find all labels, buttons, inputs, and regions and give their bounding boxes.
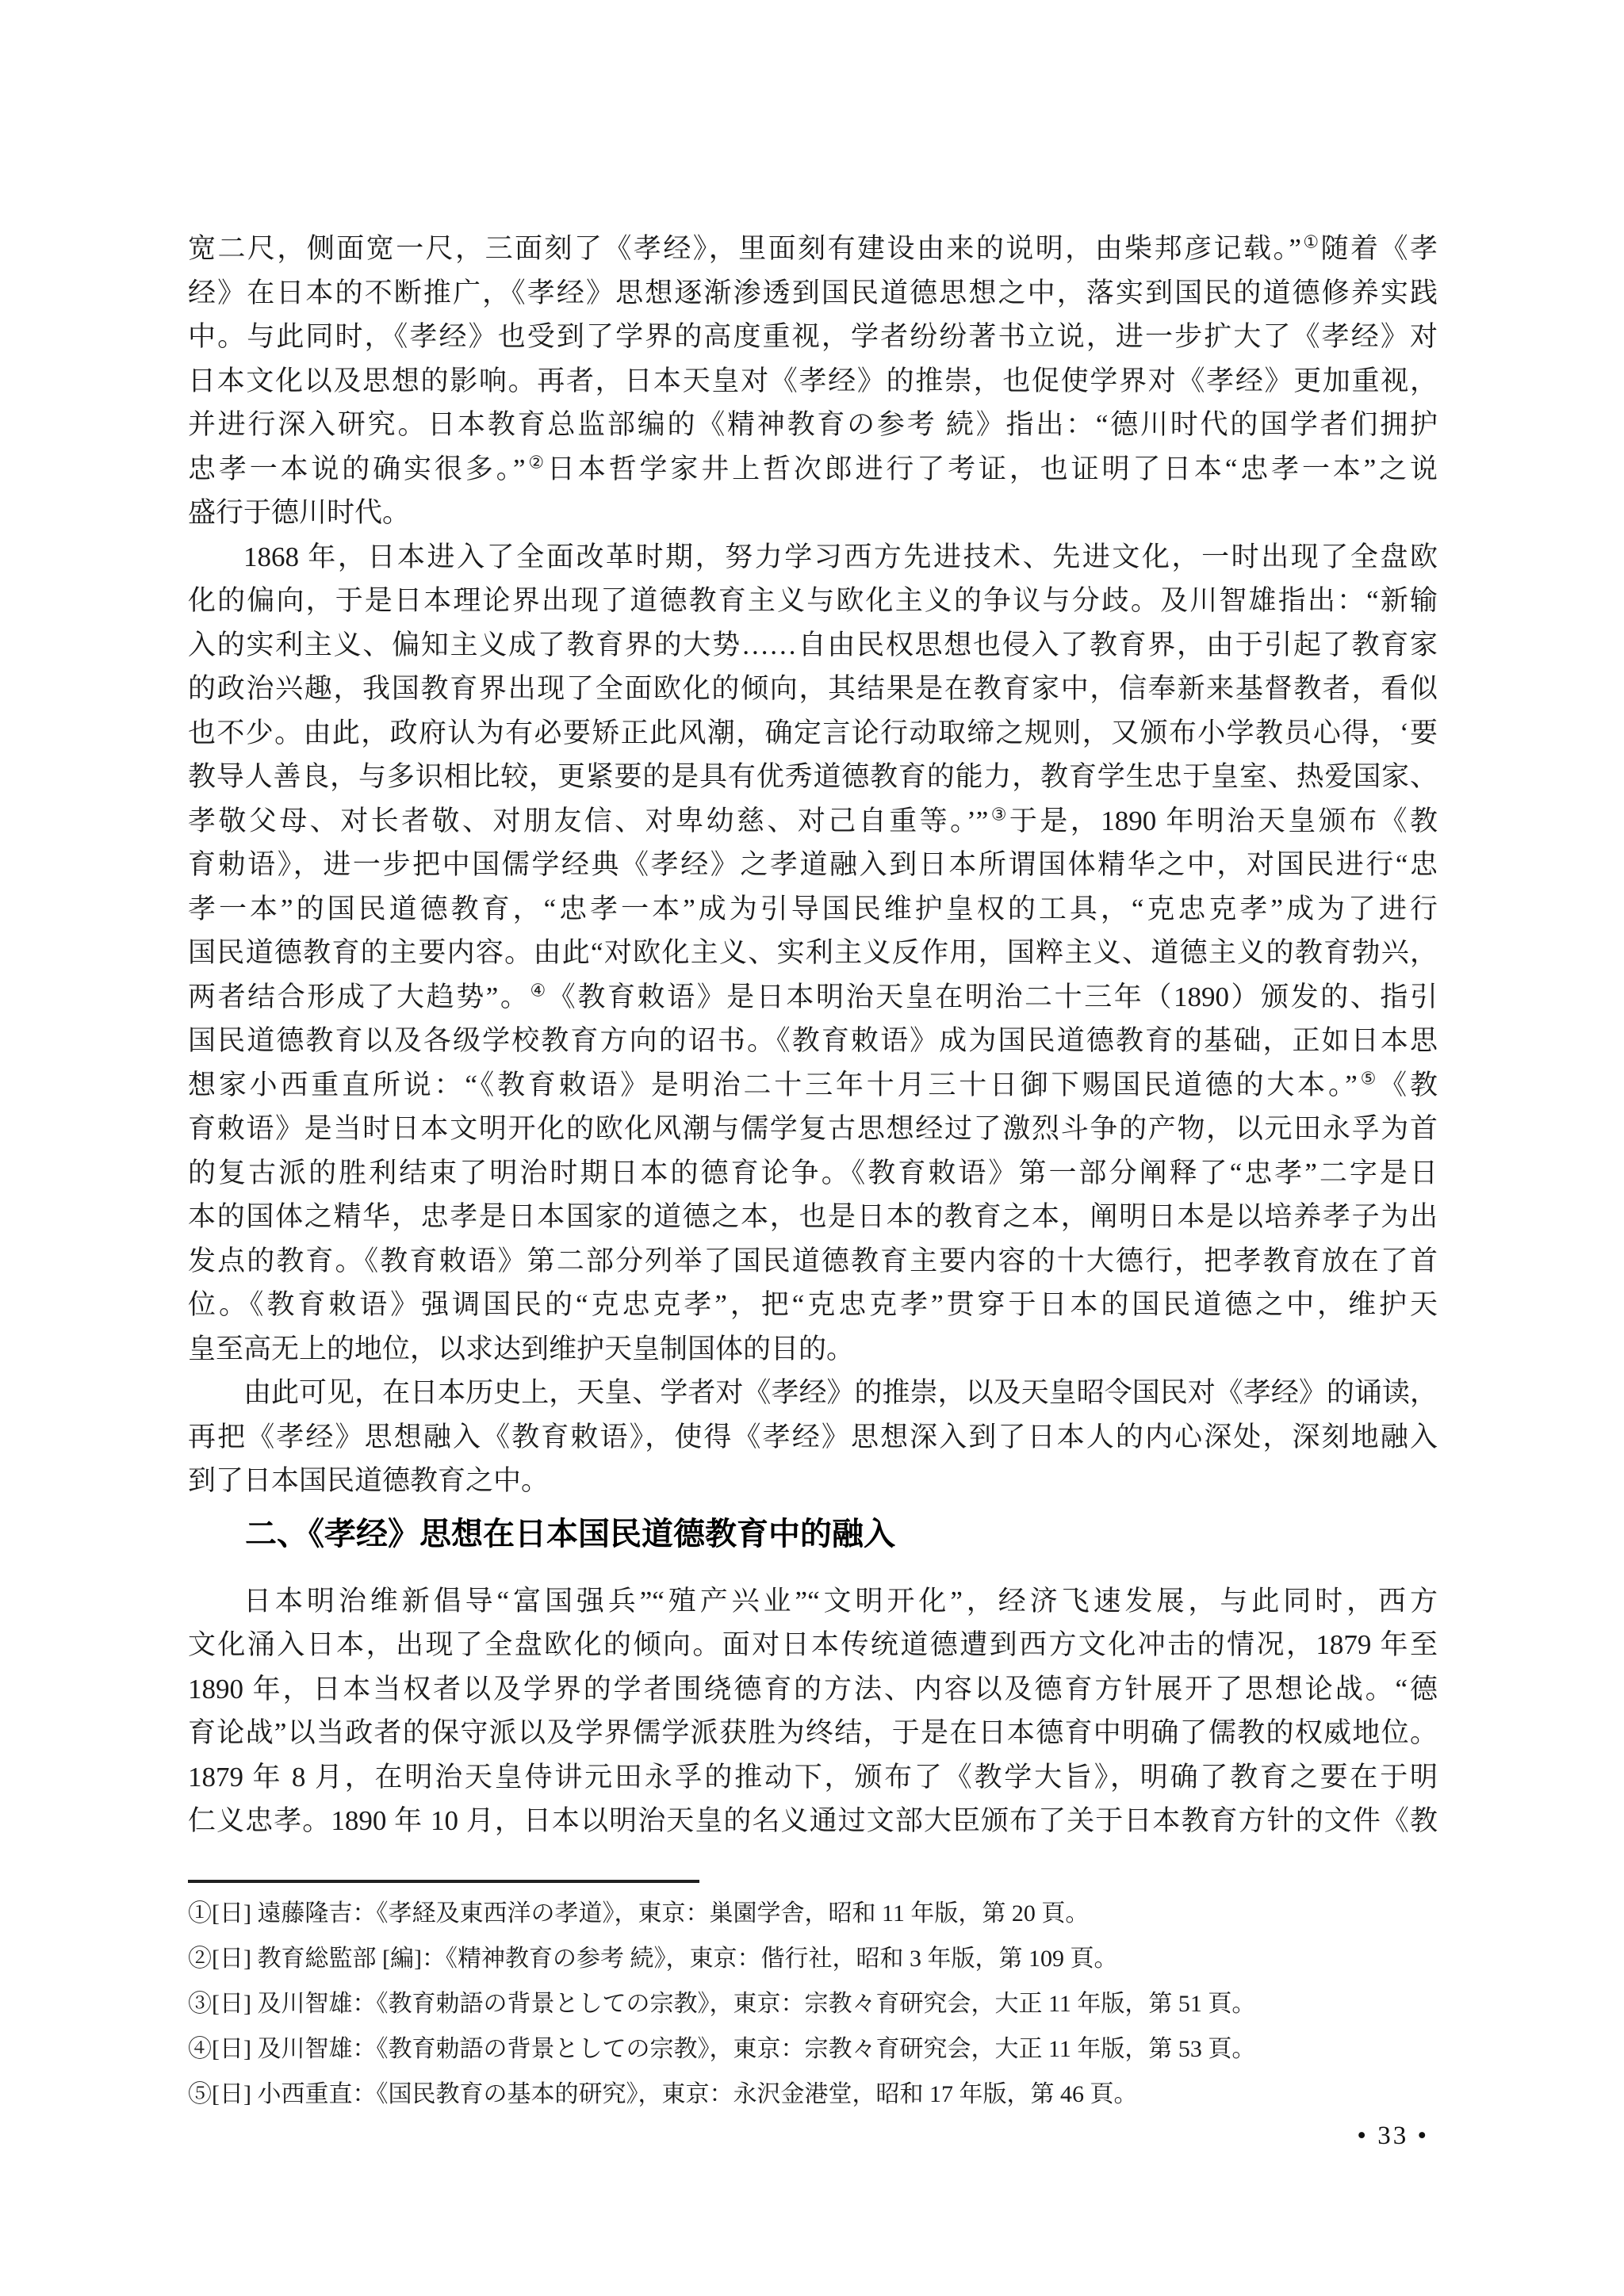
footnote-item: ⑤[日] 小西重直：《国民教育の基本的研究》，東京：永沢金港堂，昭和 17 年版，第 46 頁。 [188, 2080, 1138, 2107]
body-line: 中。与此同时，《孝经》也受到了学界的高度重视，学者纷纷著书立说，进一步扩大了《孝经》对 [188, 321, 1438, 352]
paragraph [188, 227, 1438, 535]
body-text [188, 227, 1438, 1843]
body-line: 育论战”以当政者的保守派以及学界儒学派获胜为终结，于是在日本德育中明确了儒教的权威地位。 [188, 1717, 1438, 1748]
body-line: 由此可见，在日本历史上，天皇、学者对《孝经》的推崇，以及天皇昭令国民对《孝经》的诵读， [243, 1377, 1438, 1408]
body-line: 也不少。由此，政府认为有必要矫正此风潮，确定言论行动取缔之规则，又颁布小学教员心得，‘要 [188, 717, 1438, 748]
footnote-ref: ⑤ [1357, 1067, 1380, 1088]
body-line: 再把《孝经》思想融入《教育敕语》，使得《孝经》思想深入到了日本人的内心深处，深刻地融入 [188, 1421, 1438, 1452]
footnote-item: ①[日] 遠藤隆吉：《孝経及東西洋の孝道》，東京：巣園学舎，昭和 11 年版，第 20 頁。 [188, 1900, 1090, 1927]
body-line: 日本明治维新倡导“富国强兵”“殖产兴业”“文明开化”，经济飞速发展，与此同时，西方 [243, 1585, 1438, 1617]
footnote-ref: ① [1300, 232, 1321, 252]
footnote-item: ②[日] 教育総監部 [編]：《精神教育の参考 続》，東京：偕行社，昭和 3 年版，第 109 頁。 [188, 1945, 1118, 1972]
footnote-item: ④[日] 及川智雄：《教育勅語の背景としての宗教》，東京：宗教々育研究会，大正 11 年版，第 53 頁。 [188, 2035, 1256, 2062]
body-line: 教导人善良，与多识相比较，更紧要的是具有优秀道德教育的能力，教育学生忠于皇室、热爱国家、 [188, 761, 1438, 792]
body-line: 1879 年 8 月，在明治天皇侍讲元田永孚的推动下，颁布了《教学大旨》，明确了教育之要在于明 [188, 1761, 1438, 1793]
page-number: • 33 • [1357, 2122, 1429, 2150]
body-line: 忠孝一本说的确实很多。”②日本哲学家井上哲次郎进行了考证，也证明了日本“忠孝一本”之说 [188, 451, 1438, 484]
body-line: 发点的教育。《教育敕语》第二部分列举了国民道德教育主要内容的十大德行，把孝教育放在了首 [188, 1245, 1438, 1276]
body-line: 1890 年，日本当权者以及学界的学者围绕德育的方法、内容以及德育方针展开了思想论战。“德 [188, 1673, 1438, 1705]
body-line: 日本文化以及思想的影响。再者，日本天皇对《孝经》的推崇，也促使学界对《孝经》更加重视， [188, 365, 1438, 396]
body-line: 孝敬父母、对长者敬、对朋友信、对卑幼慈、对己自重等。’”③于是，1890 年明治天皇颁布《教 [188, 803, 1438, 836]
body-line: 皇至高无上的地位，以求达到维护天皇制国体的目的。 [188, 1333, 855, 1364]
body-line: 的复古派的胜利结束了明治时期日本的德育论争。《教育敕语》第一部分阐释了“忠孝”二字是日 [188, 1157, 1438, 1188]
body-line: 并进行深入研究。日本教育总监部编的《精神教育の参考 続》指出：“德川时代的国学者们拥护 [188, 409, 1438, 440]
body-line: 孝一本”的国民道德教育，“忠孝一本”成为引导国民维护皇权的工具，“克忠克孝”成为了进行 [188, 893, 1438, 924]
footnote-ref: ③ [988, 803, 1009, 824]
body-line: 到了日本国民道德教育之中。 [188, 1465, 550, 1496]
content-column [188, 227, 1438, 2117]
body-line: 宽二尺，侧面宽一尺，三面刻了《孝经》，里面刻有建设由来的说明，由柴邦彦记载。”①随着《孝 [188, 232, 1438, 264]
paragraph [188, 1371, 1438, 1503]
body-line: 国民道德教育以及各级学校教育方向的诏书。《教育敕语》成为国民道德教育的基础，正如日本思 [188, 1025, 1438, 1056]
body-line: 两者结合形成了大趋势”。④《教育敕语》是日本明治天皇在明治二十三年（1890）颁发的、指引 [188, 979, 1438, 1012]
body-line: 1868 年，日本进入了全面改革时期，努力学习西方先进技术、先进文化，一时出现了全盘欧 [243, 541, 1438, 572]
body-line: 育敕语》是当时日本文明开化的欧化风潮与儒学复古思想经过了激烈斗争的产物，以元田永孚为首 [188, 1113, 1438, 1144]
footnote-ref: ④ [530, 979, 548, 1000]
section-heading: 二、《孝经》思想在日本国民道德教育中的融入 [245, 1516, 895, 1552]
paragraph [188, 535, 1438, 1372]
footnote-item: ③[日] 及川智雄：《教育勅語の背景としての宗教》，東京：宗教々育研究会，大正 11 年版，第 51 頁。 [188, 1990, 1256, 2017]
body-line: 经》在日本的不断推广，《孝经》思想逐渐渗透到国民道德思想之中，落实到国民的道德修养实践 [188, 277, 1438, 308]
body-line: 入的实利主义、偏知主义成了教育界的大势……自由民权思想也侵入了教育界，由于引起了教育家 [188, 629, 1438, 660]
footnote-separator [188, 1880, 699, 1883]
body-line: 本的国体之精华，忠孝是日本国家的道德之本，也是日本的教育之本，阐明日本是以培养孝子为出 [188, 1201, 1438, 1232]
body-line: 文化涌入日本，出现了全盘欧化的倾向。面对日本传统道德遭到西方文化冲击的情况，1879 年至 [188, 1629, 1438, 1660]
footnote-ref: ② [525, 451, 547, 472]
body-line: 的政治兴趣，我国教育界出现了全面欧化的倾向，其结果是在教育家中，信奉新来基督教者，看似 [188, 673, 1438, 704]
paragraph [188, 1579, 1438, 1843]
body-line: 国民道德教育的主要内容。由此“对欧化主义、实利主义反作用，国粹主义、道德主义的教育勃兴， [188, 937, 1438, 968]
body-line: 仁义忠孝。1890 年 10 月，日本以明治天皇的名义通过文部大臣颁布了关于日本教育方针的文件《教 [188, 1805, 1438, 1836]
footnote-list [188, 1891, 1438, 2117]
body-line: 盛行于德川时代。 [188, 497, 411, 528]
body-line: 化的偏向，于是日本理论界出现了道德教育主义与欧化主义的争议与分歧。及川智雄指出：“新输 [188, 585, 1438, 616]
body-line: 位。《教育敕语》强调国民的“克忠克孝”，把“克忠克孝”贯穿于日本的国民道德之中，维护天 [188, 1289, 1438, 1320]
body-line: 育勅语》，进一步把中国儒学经典《孝经》之孝道融入到日本所谓国体精华之中，对国民进行“忠 [188, 849, 1438, 880]
body-line: 想家小西重直所说：“《教育敕语》是明治二十三年十月三十日御下赐国民道德的大本。”⑤《教 [188, 1067, 1438, 1100]
